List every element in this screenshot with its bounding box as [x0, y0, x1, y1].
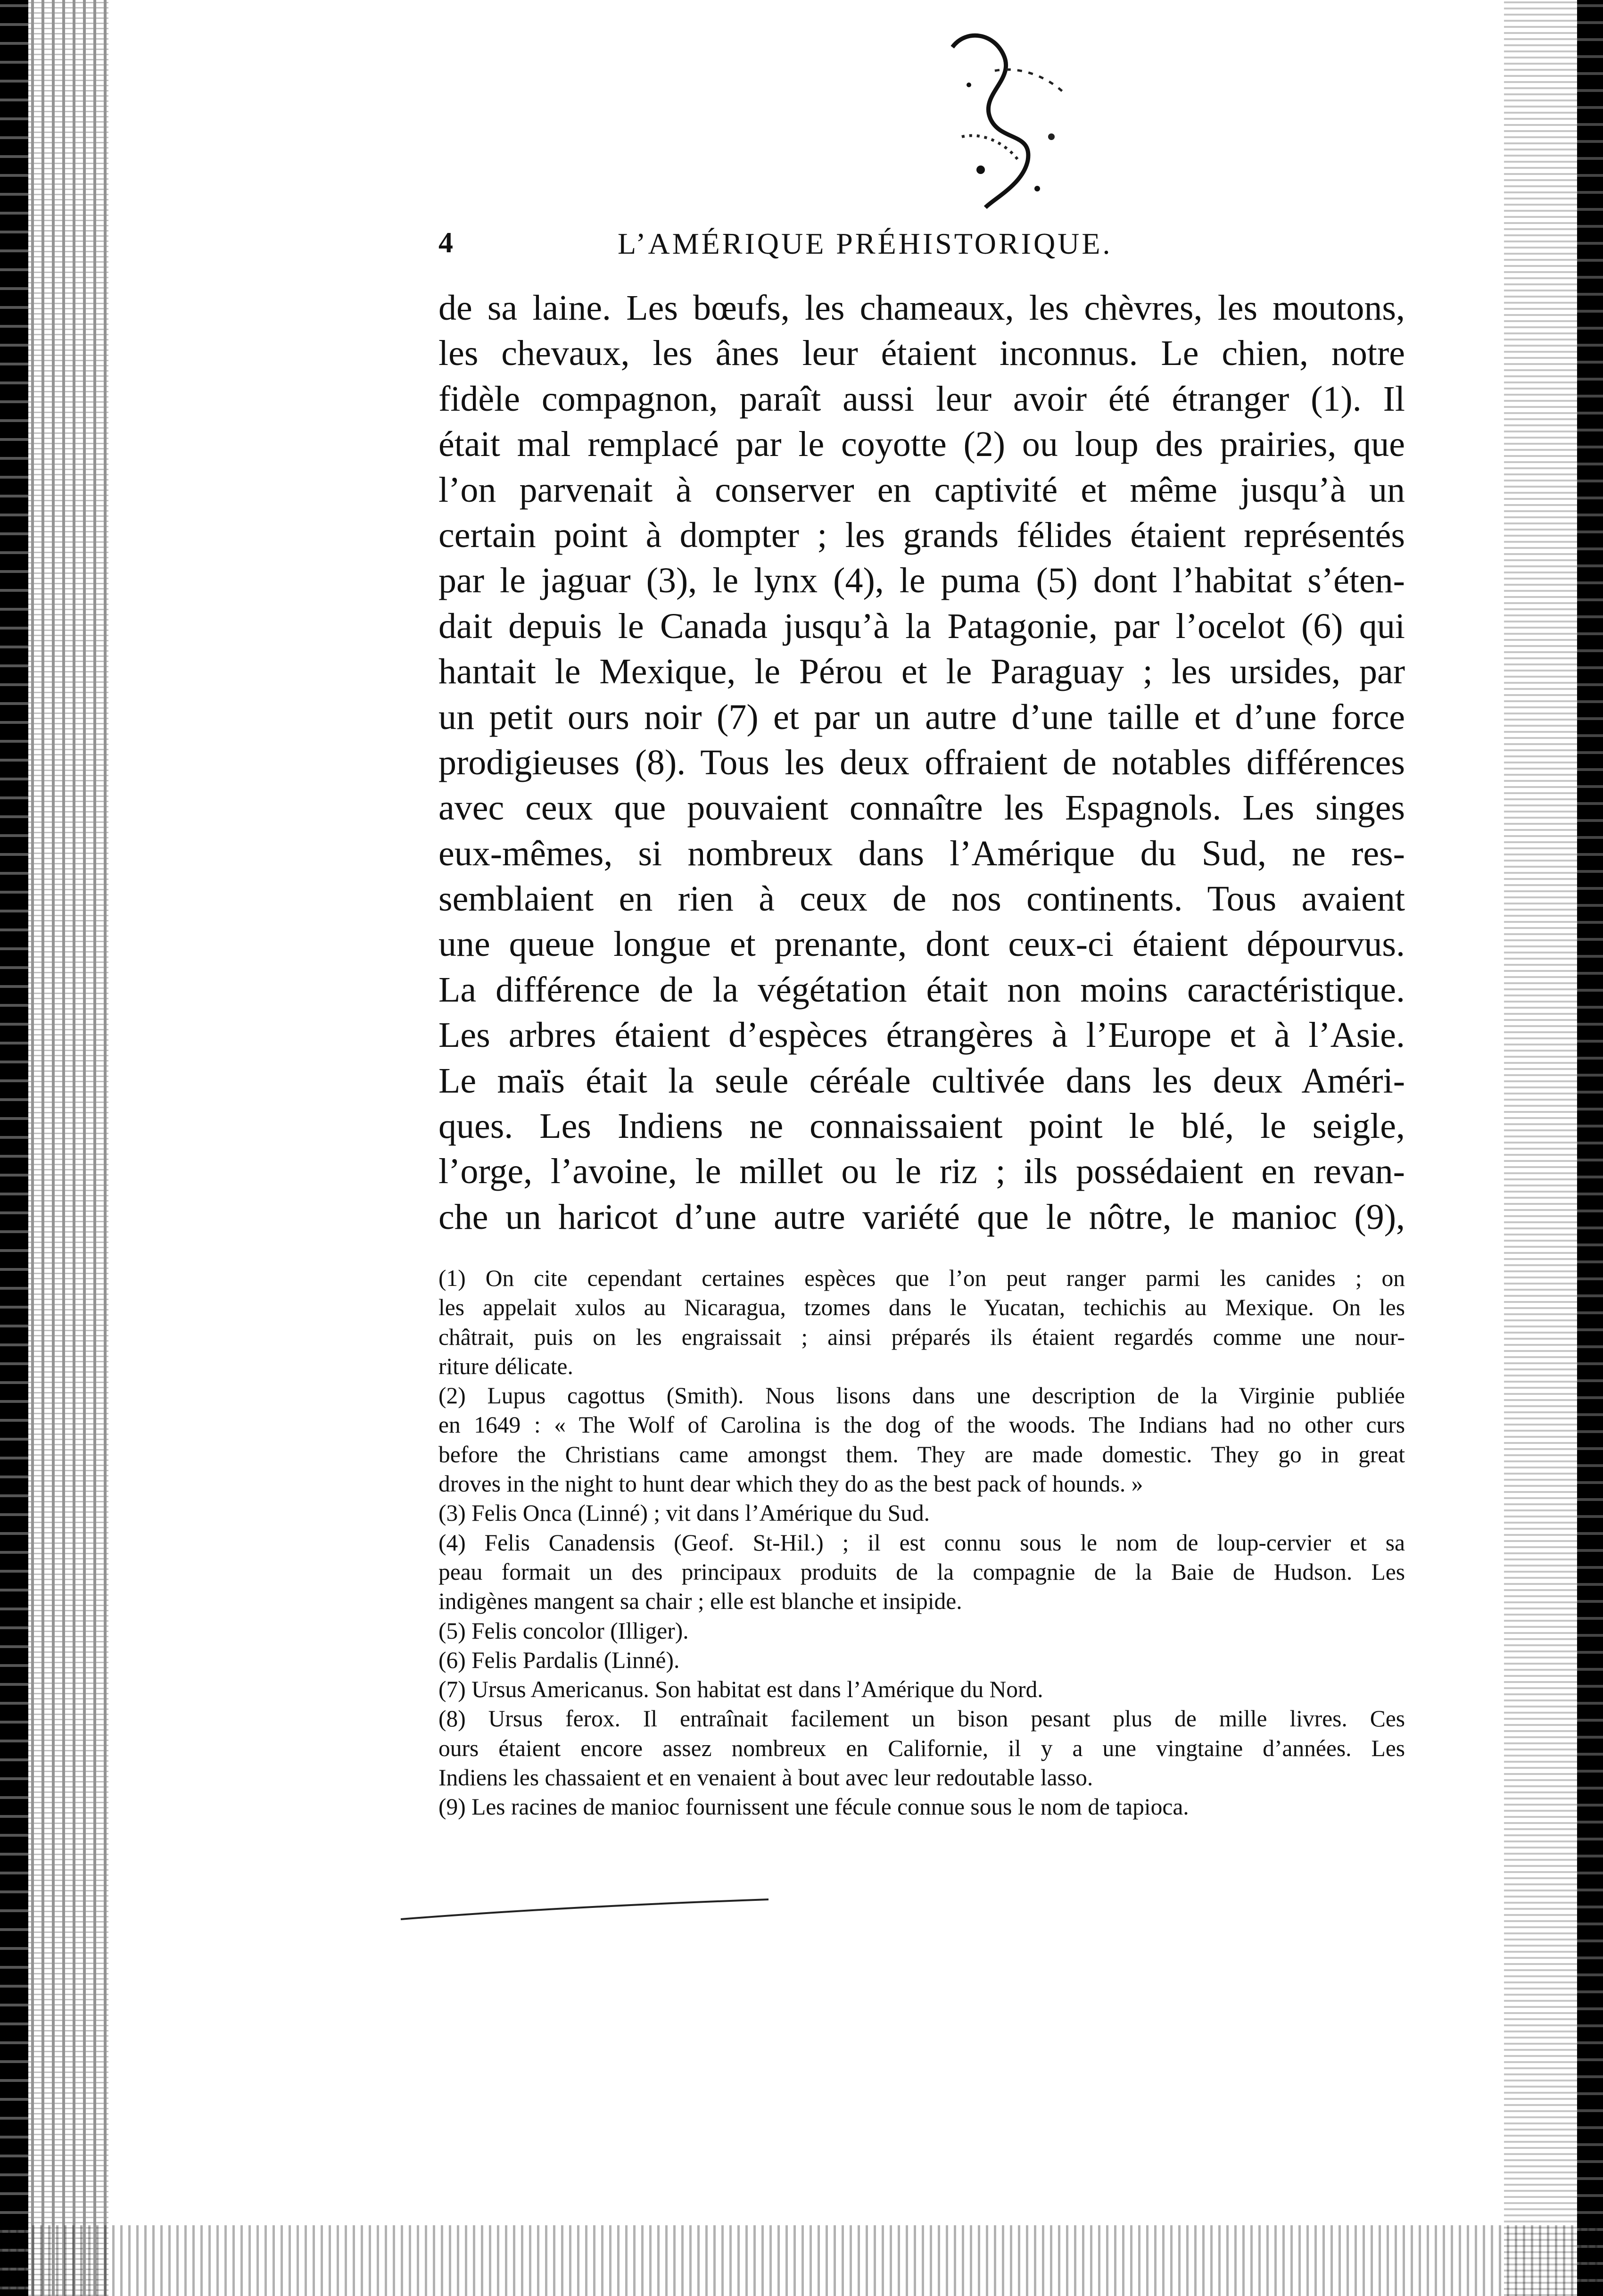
footnote-line: (1) On cite cependant certaines espèces que l’on peut ranger parmi les canides ; on	[438, 1265, 1405, 1291]
footnote-line: (6) Felis Pardalis (Linné).	[438, 1647, 680, 1673]
page-header	[438, 226, 1419, 278]
body-line: l’orge, l’avoine, le millet ou le riz ; ils possédaient en revan-	[438, 1152, 1405, 1192]
footnote-line: (9) Les racines de manioc fournissent une fécule connue sous le nom de tapioca.	[438, 1794, 1189, 1820]
body-line: un petit ours noir (7) et par un autre d’une taille et d’une force	[438, 697, 1405, 737]
footnote-line: en 1649 : « The Wolf of Carolina is the dog of the woods. The Indians had no other curs	[438, 1412, 1405, 1438]
ink-stamp-smudge	[924, 19, 1094, 217]
footnote-line: (2) Lupus cagottus (Smith). Nous lisons dans une description de la Virginie publiée	[438, 1383, 1405, 1409]
body-line: les chevaux, les ânes leur étaient inconnus. Le chien, notre	[438, 333, 1405, 373]
body-line: La différence de la végétation était non moins caractéristique.	[438, 970, 1405, 1010]
body-line: Les arbres étaient d’espèces étrangères à l’Europe et à l’Asie.	[438, 1015, 1405, 1055]
body-line: Le maïs était la seule céréale cultivée dans les deux Améri-	[438, 1061, 1405, 1101]
body-line: ques. Les Indiens ne connaissaient point le blé, le seigle,	[438, 1106, 1405, 1146]
footnote-line: (7) Ursus Americanus. Son habitat est dans l’Amérique du Nord.	[438, 1676, 1043, 1703]
pencil-stroke	[396, 1896, 773, 1924]
scan-edge-right-dark	[1577, 0, 1603, 2296]
footnotes	[438, 1264, 1405, 1822]
footnote-line: indigènes mangent sa chair ; elle est blanche et insipide.	[438, 1588, 962, 1615]
footnote-line: (8) Ursus ferox. Il entraînait facilement un bison pesant plus de mille livres. Ces	[438, 1706, 1405, 1732]
body-line: était mal remplacé par le coyotte (2) ou loup des prairies, que	[438, 424, 1405, 464]
page-number: 4	[438, 227, 453, 259]
body-line: de sa laine. Les bœufs, les chameaux, les chèvres, les moutons,	[438, 288, 1405, 328]
footnote-line: before the Christians came amongst them. They are made domestic. They go in great	[438, 1441, 1405, 1467]
footnote-line: Indiens les chassaient et en venaient à bout avec leur redoutable lasso.	[438, 1765, 1093, 1791]
footnote-line: les appelait xulos au Nicaragua, tzomes dans le Yucatan, techichis au Mexique. On les	[438, 1294, 1405, 1321]
footnote-line: (3) Felis Onca (Linné) ; vit dans l’Amérique du Sud.	[438, 1500, 930, 1526]
body-line: avec ceux que pouvaient connaître les Espagnols. Les singes	[438, 788, 1405, 828]
footnote-line: ours étaient encore assez nombreux en Californie, il y a une vingtaine d’années. Les	[438, 1735, 1405, 1761]
body-line: par le jaguar (3), le lynx (4), le puma (5) dont l’habitat s’éten-	[438, 561, 1405, 601]
scan-edge-left-dark	[0, 0, 28, 2296]
footnote-line: (5) Felis concolor (Illiger).	[438, 1617, 689, 1644]
footnote-line: (4) Felis Canadensis (Geof. St-Hil.) ; il est connu sous le nom de loup-cervier et sa	[438, 1529, 1405, 1556]
body-line: dait depuis le Canada jusqu’à la Patagonie, par l’ocelot (6) qui	[438, 606, 1405, 646]
body-line: certain point à dompter ; les grands félides étaient représentés	[438, 515, 1405, 555]
footnote-line: droves in the night to hunt dear which they do as the best pack of hounds. »	[438, 1471, 1143, 1497]
body-line: semblaient en rien à ceux de nos continents. Tous avaient	[438, 879, 1405, 919]
body-line: l’on parvenait à conserver en captivité et même jusqu’à un	[438, 470, 1405, 510]
footnote-line: peau formait un des principaux produits de la compagnie de la Baie de Hudson. Les	[438, 1558, 1405, 1585]
body-line: une queue longue et prenante, dont ceux-ci étaient dépourvus.	[438, 924, 1405, 964]
body-line: hantait le Mexique, le Pérou et le Paraguay ; les ursides, par	[438, 652, 1405, 692]
body-line: eux-mêmes, si nombreux dans l’Amérique du Sud, ne res-	[438, 833, 1405, 873]
body-text	[438, 285, 1405, 1240]
footnote-line: riture délicate.	[438, 1353, 573, 1379]
footnote-line: châtrait, puis on les engraissait ; ainsi préparés ils étaient regardés comme une nour-	[438, 1324, 1405, 1350]
body-line: prodigieuses (8). Tous les deux offraient de notables différences	[438, 742, 1405, 782]
scan-edge-bottom	[0, 2225, 1603, 2296]
body-line: che un haricot d’une autre variété que le nôtre, le manioc (9),	[438, 1197, 1405, 1237]
body-line: fidèle compagnon, paraît aussi leur avoir été étranger (1). Il	[438, 379, 1405, 419]
running-title: L’AMÉRIQUE PRÉHISTORIQUE.	[618, 227, 1113, 260]
